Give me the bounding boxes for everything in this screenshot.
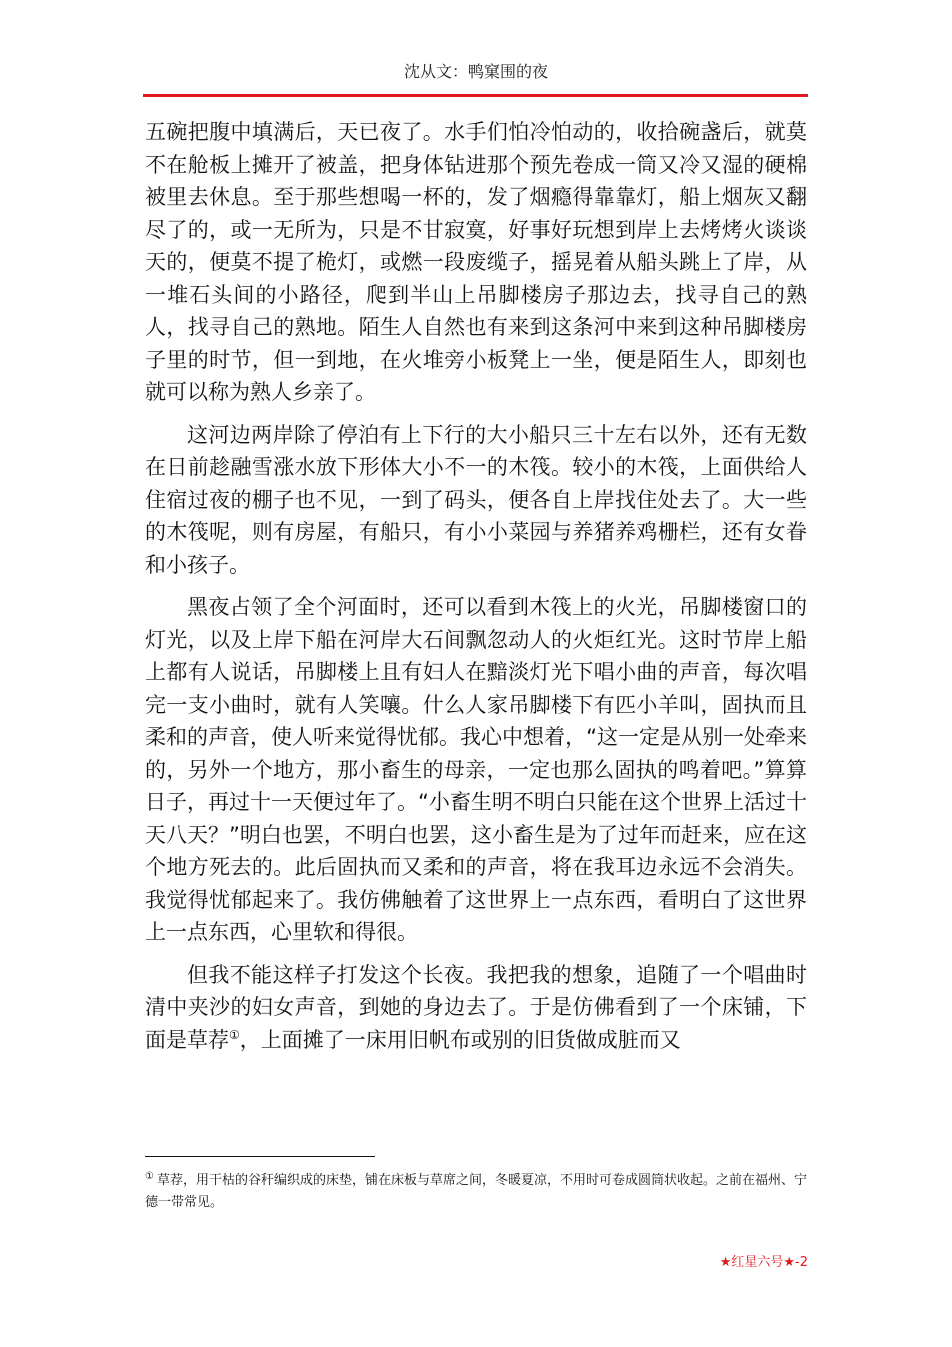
page-number: -2 xyxy=(795,1255,808,1270)
footnote-divider xyxy=(145,1156,375,1157)
footnote-mark: ① xyxy=(145,1170,154,1182)
paragraph-1: 五碗把腹中填满后，天已夜了。水手们怕冷怕动的，收拾碗盏后，就莫不在舱板上摊开了被盖，把身体钻进那个预先卷成一筒又冷又湿的硬棉被里去休息。至于那些想喝一杯的，发了烟瘾得靠靠灯，船上烟灰又翻尽了的，或一无所为，只是不甘寂寞，好事好玩想到岸上去烤烤火谈谈天的，便莫不提了桅灯，或燃一段废缆子，摇晃着从船头跳上了岸，从一堆石头间的小路径，爬到半山上吊脚楼房子那边去，找寻自己的熟人，找寻自己的熟地。陌生人自然也有来到这条河中来到这种吊脚楼房子里的时节，但一到地，在火堆旁小板凳上一坐，便是陌生人，即刻也就可以称为熟人乡亲了。 xyxy=(145,120,807,404)
article-body xyxy=(145,116,807,1066)
page-header-title: 沈从文：鸭窠围的夜 xyxy=(403,62,548,81)
footnote-text: 草荐，用干枯的谷秆编织成的床垫，铺在床板与草席之间，冬暖夏凉，不用时可卷成圆筒状收起。之前在福州、宁德一带常见。 xyxy=(145,1173,807,1210)
footnote xyxy=(145,1170,809,1214)
paragraph-4 xyxy=(145,959,807,1057)
footer-brand: ★红星六号★ xyxy=(719,1255,796,1270)
paragraph-2: 这河边两岸除了停泊有上下行的大小船只三十左右以外，还有无数在日前趁融雪涨水放下形体大小不一的木筏。较小的木筏，上面供给人住宿过夜的棚子也不见，一到了码头，便各自上岸找住处去了。大一些的木筏呢，则有房屋，有船只，有小小菜园与养猪养鸡栅栏，还有女眷和小孩子。 xyxy=(145,422,807,577)
paragraph-4-tail: ，上面摊了一床用旧帆布或别的旧货做成脏而又 xyxy=(239,1027,681,1052)
footnote-reference[interactable]: ① xyxy=(229,1027,240,1042)
header-divider xyxy=(143,94,808,97)
paragraph-3: 黑夜占领了全个河面时，还可以看到木筏上的火光，吊脚楼窗口的灯光，以及上岸下船在河岸大石间飘忽动人的火炬红光。这时节岸上船上都有人说话，吊脚楼上且有妇人在黯淡灯光下唱小曲的声音，每次唱完一支小曲时，就有人笑嚷。什么人家吊脚楼下有匹小羊叫，固执而且柔和的声音，使人听来觉得忧郁。我心中想着，“这一定是从别一处牵来的，另外一个地方，那小畜生的母亲，一定也那么固执的鸣着吧。”算算日子，再过十一天便过年了。“小畜生明不明白只能在这个世界上活过十天八天？”明白也罢，不明白也罢，这小畜生是为了过年而赶来，应在这个地方死去的。此后固执而又柔和的声音，将在我耳边永远不会消失。我觉得忧郁起来了。我仿佛触着了这世界上一点东西，看明白了这世界上一点东西，心里软和得很。 xyxy=(145,595,807,944)
paragraph-4-text: 但我不能这样子打发这个长夜。我把我的想象，追随了一个唱曲时清中夹沙的妇女声音，到她的身边去了。于是仿佛看到了一个床铺，下面是草荐 xyxy=(145,962,807,1052)
page-footer xyxy=(720,1253,808,1273)
